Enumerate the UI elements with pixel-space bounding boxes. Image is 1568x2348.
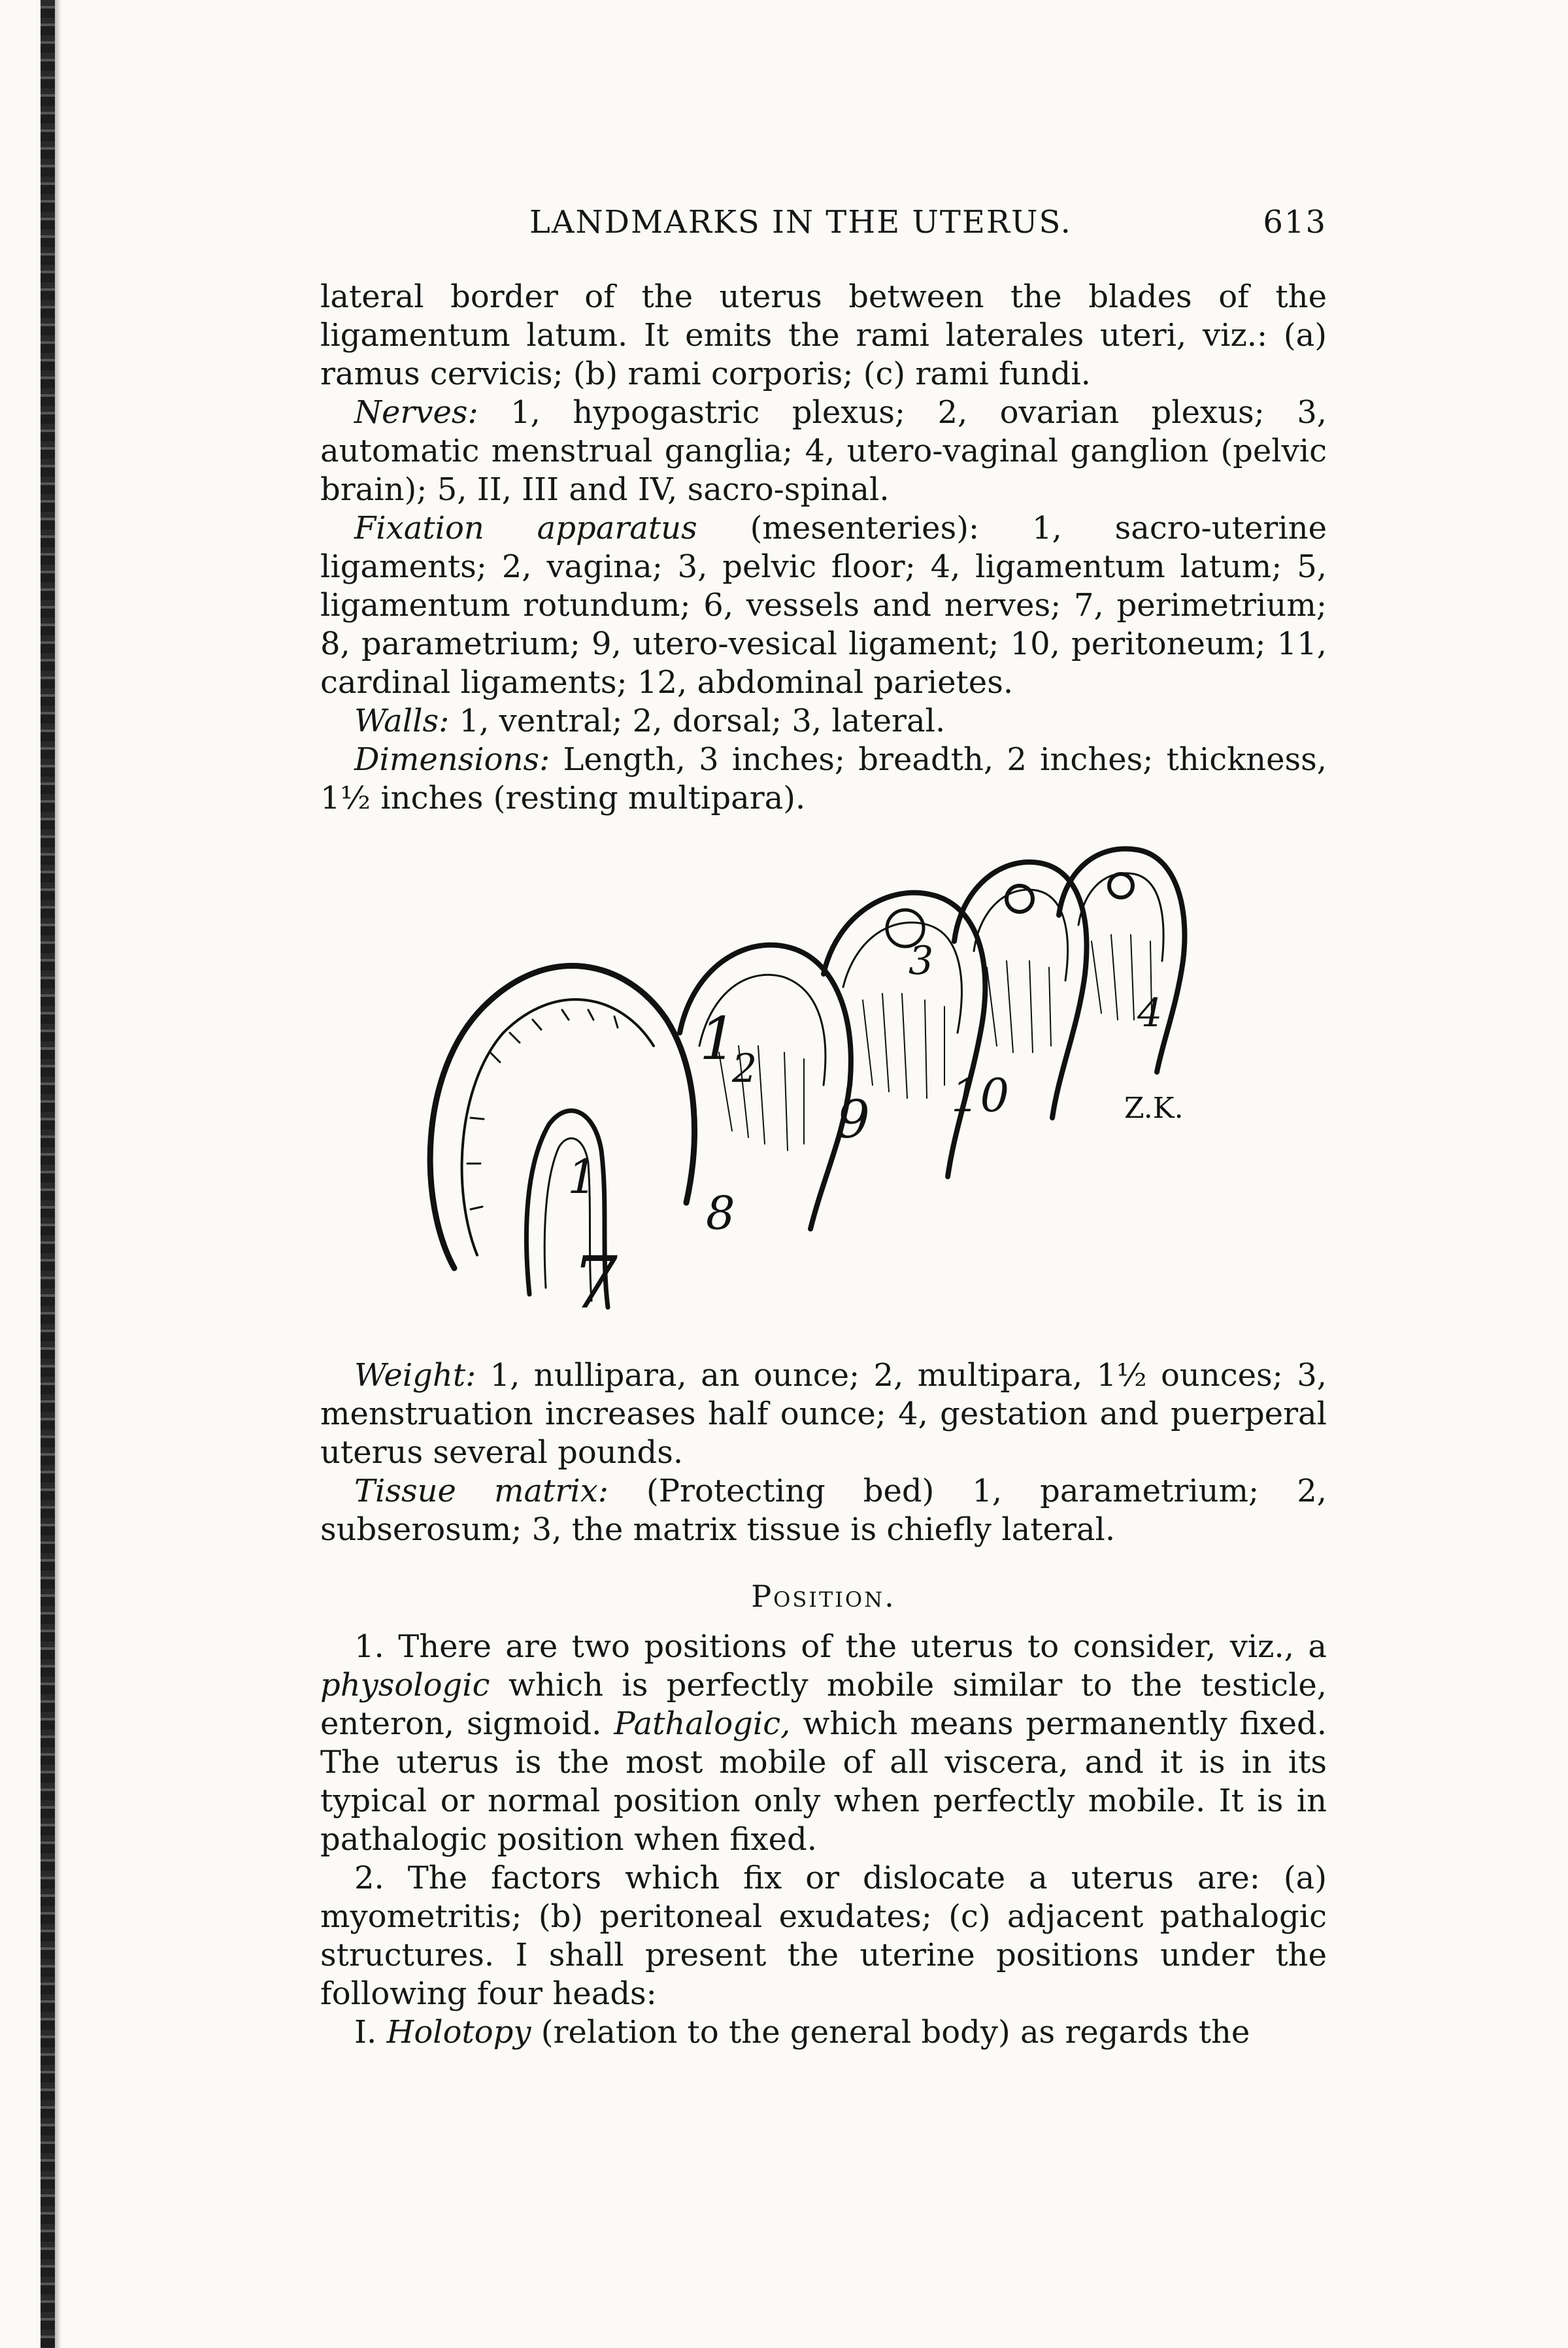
paragraph-weight <box>320 1356 1327 1472</box>
figure-label-3: 3 <box>909 938 934 984</box>
page-binding-edge <box>41 0 55 2348</box>
running-title: LANDMARKS IN THE UTERUS. <box>529 204 1072 241</box>
bottom-text-block <box>320 1356 1327 1549</box>
p3-part-b: (relation to the general body) as regards the <box>531 2014 1250 2051</box>
dimensions-text: Length, 3 inches; breadth, 2 inches; thickness, 1½ inches (resting multipara). <box>320 741 1327 816</box>
p3-part-a: I. <box>354 2014 387 2051</box>
paragraph-dimensions <box>320 741 1327 818</box>
pathalogic-term: Pathalogic, <box>614 1705 791 1742</box>
nerves-text: 1, hypogastric plexus; 2, ovarian plexus; 3, automatic menstrual ganglia; 4, utero-vaginal ganglion (pelvic brain); 5, II, III and IV, sacro-spinal. <box>320 394 1327 508</box>
p1-part-c: which means permanently fixed. The uterus is the most mobile of all viscera, and it is in its typical or normal position only when perfectly mobile. It is in pathalogic position when fixed. <box>320 1705 1327 1858</box>
paragraph-fixation <box>320 509 1327 702</box>
fixation-label: Fixation apparatus <box>354 510 697 546</box>
position-text-block <box>320 1628 1327 2052</box>
weight-text: 1, nullipara, an ounce; 2, multipara, 1½ ounces; 3, menstruation increases half ounce; 4, gestation and puerperal uterus several pounds. <box>320 1357 1327 1471</box>
paragraph-two-positions <box>320 1628 1327 1859</box>
figure-label-9: 9 <box>837 1089 870 1150</box>
dimensions-label: Dimensions: <box>354 741 550 778</box>
paragraph-holotopy <box>320 2013 1327 2052</box>
paragraph-nerves <box>320 394 1327 509</box>
uterus-illustration <box>392 837 1242 1333</box>
page-number: 613 <box>1263 204 1327 241</box>
figure-label-1a: 1 <box>567 1149 597 1204</box>
tissue-text: (Protecting bed) 1, parametrium; 2, subserosum; 3, the matrix tissue is chiefly lateral. <box>320 1473 1327 1548</box>
page-binding-shadow <box>55 0 61 2348</box>
section-heading-position: Position. <box>751 1579 896 1614</box>
paragraph-factors: 2. The factors which fix or dislocate a uterus are: (a) myometritis; (b) peritoneal exudates; (c) adjacent pathalogic structures. I shall present the uterine positions under the following four heads: <box>320 1860 1327 2012</box>
holotopy-term: Holotopy <box>386 2014 531 2051</box>
uterus-lobe-5 <box>1059 848 1184 1072</box>
paragraph-tissue-matrix <box>320 1472 1327 1549</box>
paragraph-walls <box>320 702 1327 741</box>
walls-text: 1, ventral; 2, dorsal; 3, lateral. <box>449 703 946 739</box>
paragraph-lateral-border: lateral border of the uterus between the blades of the ligamentum latum. It emits the rami laterales uteri, viz.: (a) ramus cervicis; (b) rami corporis; (c) rami fundi. <box>320 278 1327 392</box>
top-text-block <box>320 278 1327 818</box>
figure-label-4: 4 <box>1137 990 1163 1036</box>
figure-label-7: 7 <box>572 1241 618 1324</box>
figure-label-10: 10 <box>951 1069 1010 1122</box>
uterus-lobe-1-inner <box>462 999 654 1255</box>
hatching-lobe-4 <box>987 961 1051 1052</box>
figure-label-1b: 1 <box>699 1005 737 1073</box>
tissue-label: Tissue matrix: <box>354 1473 609 1509</box>
p1-part-a: 1. There are two positions of the uterus to consider, viz., a <box>354 1628 1327 1665</box>
uterus-illustration-svg <box>392 837 1242 1333</box>
p1-part-b: which is perfectly mobile similar to the testicle, enteron, sigmoid. <box>320 1667 1327 1742</box>
physologic-term: physologic <box>320 1667 490 1703</box>
figure-label-8: 8 <box>706 1186 735 1240</box>
artist-signature: Z.K. <box>1124 1092 1184 1125</box>
nerves-label: Nerves: <box>354 394 478 431</box>
ovary-circle-3 <box>1109 874 1133 897</box>
figure-label-2: 2 <box>732 1046 758 1092</box>
weight-label: Weight: <box>354 1357 476 1394</box>
hatching-lobe-3 <box>863 994 944 1098</box>
walls-label: Walls: <box>354 703 450 739</box>
fixation-text: (mesenteries): 1, sacro-uterine ligaments; 2, vagina; 3, pelvic floor; 4, ligamentum latum; 5, ligamentum rotundum; 6, vessels and nerves; 7, perimetrium; 8, parametrium; 9, utero-vesical ligament; 10, peritoneum; 11, cardinal ligaments; 12, abdominal parietes. <box>320 510 1327 701</box>
running-header <box>320 204 1327 246</box>
uterus-lobe-4-inner <box>974 890 1068 981</box>
